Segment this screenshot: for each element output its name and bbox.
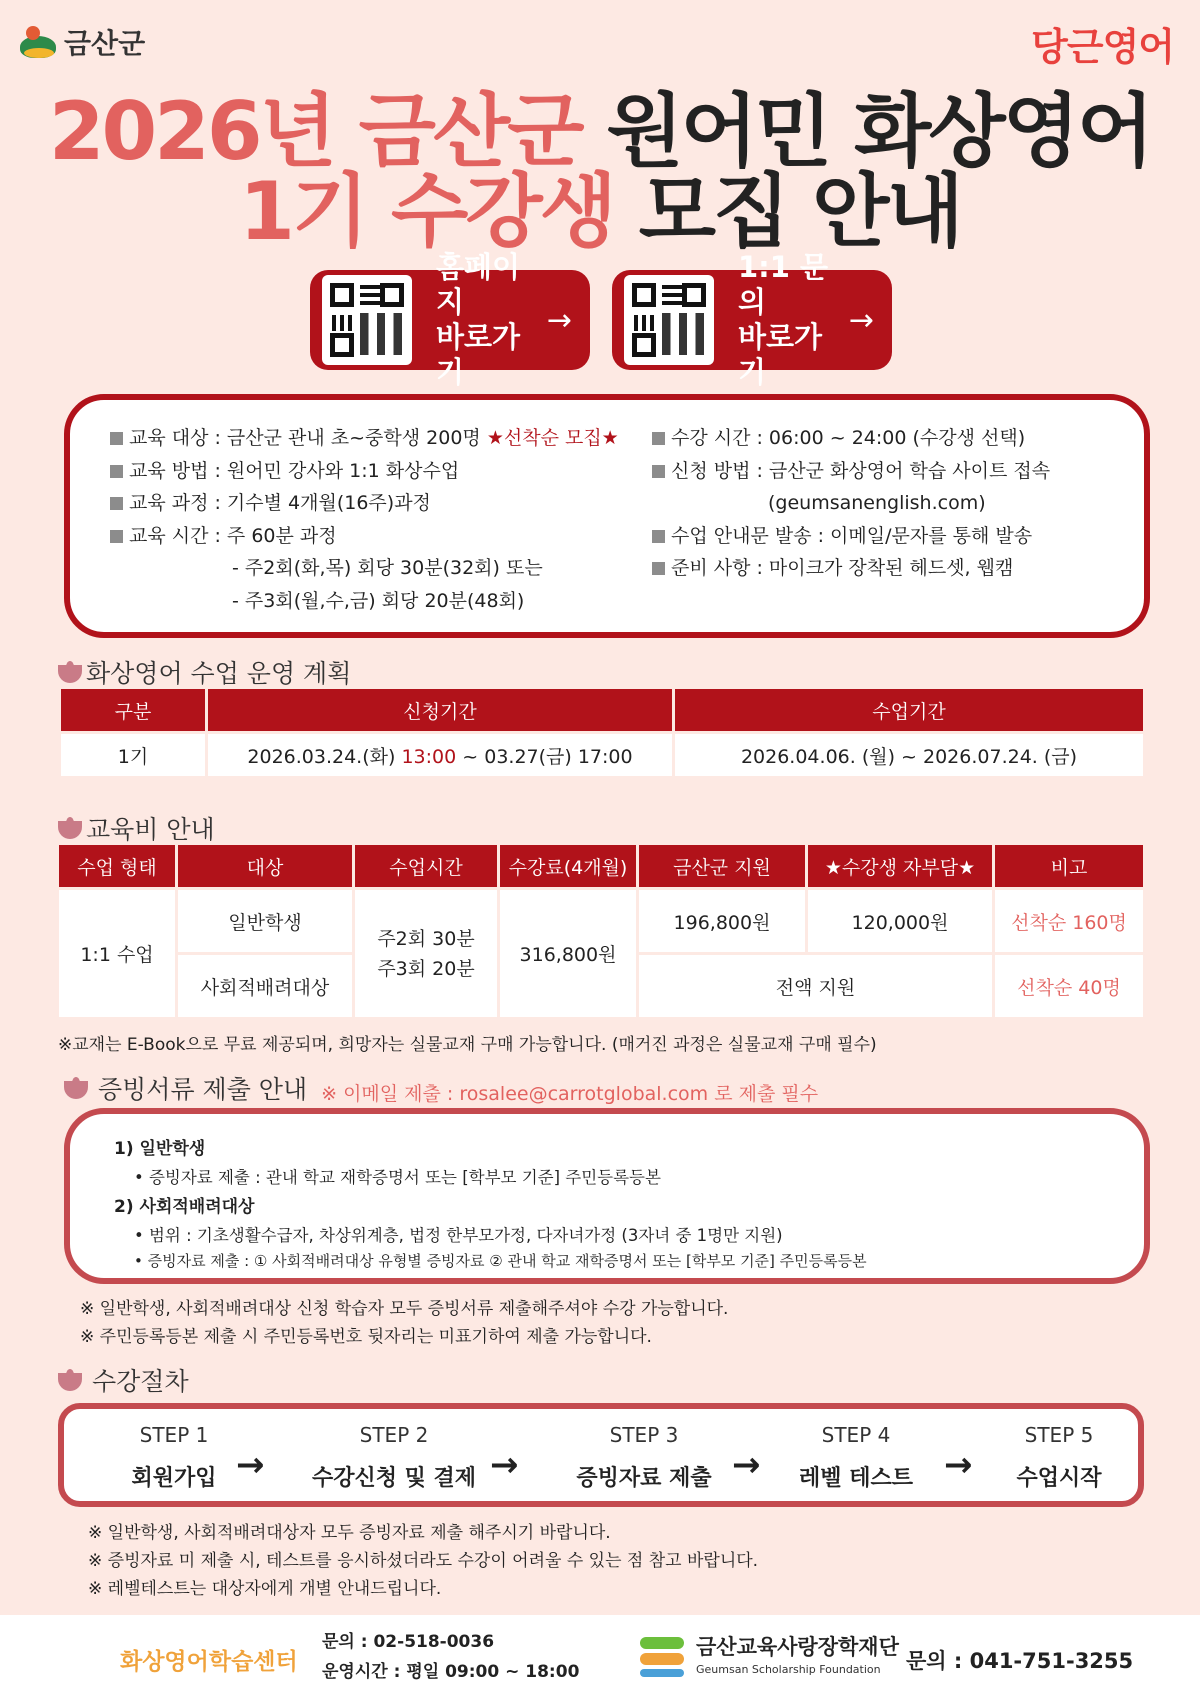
proof-box [64, 1108, 1150, 1284]
fee-header-target: 대상 [178, 845, 352, 887]
fee-time: 주2회 30분 주3회 20분 [355, 890, 497, 1017]
fee-table [56, 842, 1146, 1020]
plan-header-class: 수업기간 [675, 689, 1143, 731]
proof-email-note[interactable]: ※ 이메일 제출 : rosalee@carrotglobal.com 로 제출 필수 [321, 1082, 819, 1105]
fee-type: 1:1 수업 [59, 890, 175, 1017]
step-3: STEP 3 증빙자료 제출 [576, 1423, 712, 1491]
arrow-right-icon: → [490, 1445, 519, 1485]
geumsan-emblem-icon [18, 22, 58, 62]
fee-header-price: 수강료(4개월) [500, 845, 636, 887]
course-info-box [64, 394, 1150, 638]
proof-note-1: ※ 일반학생, 사회적배려대상 신청 학습자 모두 증빙서류 제출해주셔야 수강 가능합니다. [80, 1299, 729, 1319]
geumsan-logo-text: 금산군 [64, 27, 146, 60]
fee-header-time: 수업시간 [355, 845, 497, 887]
title-text-1: 원어민 화상영어 [606, 85, 1152, 178]
proof-line-docs: • 증빙자료 제출 : ① 사회적배려대상 유형별 증빙자료 ② 관내 학교 재학증명서 또는 [학부모 기준] 주민등록등본 [134, 1252, 867, 1270]
plan-header-apply: 신청기간 [208, 689, 672, 731]
fee-header-support: 금산군 지원 [639, 845, 805, 887]
info-left-column [110, 422, 619, 617]
proof-section-title: 증빙서류 제출 안내 ※ 이메일 제출 : rosalee@carrotglobal.com 로 제출 필수 [64, 1070, 818, 1106]
carrot-english-logo: 당근영어 [1031, 25, 1174, 69]
center-hours: 운영시간 : 평일 09:00 ~ 18:00 [322, 1662, 580, 1682]
center-contact [322, 1627, 579, 1687]
first-come-badge: ★선착순 모집★ [486, 427, 619, 449]
tulip-icon [64, 1077, 88, 1099]
center-phone[interactable]: 문의 : 02-518-0036 [322, 1632, 495, 1652]
title-highlight-1: 2026년 금산군 [48, 85, 582, 178]
fee-note-social: 선착순 40명 [995, 955, 1143, 1017]
qr-code-icon [624, 275, 714, 365]
foundation-phone[interactable]: 문의 : 041-751-3255 [906, 1649, 1134, 1673]
plan-header-term: 구분 [61, 689, 205, 731]
info-item-notice: 수업 안내문 발송 : 이메일/문자를 통해 발송 [652, 520, 1050, 553]
fee-header-self: ★수강생 자부담★ [808, 845, 992, 887]
table-row [61, 734, 1143, 776]
info-item-course: 교육 과정 : 기수별 4개월(16주)과정 [110, 487, 619, 520]
table-row [59, 890, 1143, 952]
page-title-line1 [0, 85, 1200, 178]
steps-note-1: ※ 일반학생, 사회적배려대상자 모두 증빙자료 제출 해주시기 바랍니다. [88, 1523, 611, 1543]
plan-apply-period: 2026.03.24.(화) 13:00 ~ 03.27(금) 17:00 [208, 734, 672, 776]
arrow-right-icon: → [732, 1445, 761, 1485]
arrow-right-icon: → [944, 1445, 973, 1485]
homepage-button[interactable] [310, 250, 590, 389]
fee-note-general: 선착순 160명 [995, 890, 1143, 952]
plan-table [58, 686, 1146, 779]
plan-section-title: 화상영어 수업 운영 계획 [58, 654, 351, 690]
steps-note-2: ※ 증빙자료 미 제출 시, 테스트를 응시하셨더라도 수강이 어려울 수 있는 점 참고 바랍니다. [88, 1551, 759, 1571]
info-item-time: 교육 시간 : 주 60분 과정 [110, 520, 619, 553]
info-item-method: 교육 방법 : 원어민 강사와 1:1 화상수업 [110, 455, 619, 488]
fee-self-general: 120,000원 [808, 890, 992, 952]
proof-heading-general: 1) 일반학생 [114, 1139, 206, 1159]
proof-line-range: • 범위 : 기초생활수급자, 차상위계층, 법정 한부모가정, 다자녀가정 (3자녀 중 1명만 지원) [134, 1226, 783, 1245]
info-item-prepare: 준비 사항 : 마이크가 장착된 헤드셋, 웹캠 [652, 552, 1050, 585]
info-sub-schedule-1: - 주2회(화,목) 회당 30분(32회) 또는 [232, 557, 543, 579]
foundation-logo-icon [640, 1631, 688, 1679]
geumsan-logo [18, 22, 145, 62]
step-1: STEP 1 회원가입 [131, 1423, 217, 1491]
fee-support-social: 전액 지원 [639, 955, 992, 1017]
arrow-right-icon: → [546, 302, 572, 338]
proof-heading-social: 2) 사회적배려대상 [114, 1197, 255, 1217]
steps-section-title: 수강절차 [58, 1362, 189, 1398]
foundation-name: 금산교육사랑장학재단 Geumsan Scholarship Foundation [696, 1635, 899, 1676]
homepage-button-label: 홈페이지 바로가기 [436, 250, 521, 389]
inquiry-button-label: 1:1 문의 바로가기 [738, 250, 829, 389]
fee-header-type: 수업 형태 [59, 845, 175, 887]
proof-note-2: ※ 주민등록등본 제출 시 주민등록번호 뒷자리는 미표기하여 제출 가능합니다. [80, 1327, 652, 1347]
page-title-line2 [0, 165, 1200, 258]
info-site-url[interactable]: (geumsanenglish.com) [768, 492, 986, 514]
arrow-right-icon: → [236, 1445, 265, 1485]
info-sub-schedule-2: - 주3회(월,수,금) 회당 20분(48회) [232, 589, 525, 612]
fee-section-title: 교육비 안내 [58, 810, 215, 846]
fee-price: 316,800원 [500, 890, 636, 1017]
proof-line-general: • 증빙자료 제출 : 관내 학교 재학증명서 또는 [학부모 기준] 주민등록등본 [134, 1168, 661, 1187]
info-item-hours: 수강 시간 : 06:00 ~ 24:00 (수강생 선택) [652, 422, 1050, 455]
step-2: STEP 2 수강신청 및 결제 [311, 1423, 477, 1491]
info-item-target: 교육 대상 : 금산군 관내 초~중학생 200명 ★선착순 모집★ [110, 422, 619, 455]
fee-target-general: 일반학생 [178, 890, 352, 952]
title-text-2: 모집 안내 [638, 165, 961, 258]
plan-term: 1기 [61, 734, 205, 776]
fee-target-social: 사회적배려대상 [178, 955, 352, 1017]
title-highlight-2: 1기 수강생 [239, 165, 614, 258]
info-right-column [652, 422, 1050, 585]
steps-box [58, 1403, 1144, 1507]
inquiry-button[interactable] [612, 250, 892, 389]
footer [0, 1615, 1200, 1697]
step-5: STEP 5 수업시작 [1016, 1423, 1102, 1491]
plan-class-period: 2026.04.06. (월) ~ 2026.07.24. (금) [675, 734, 1143, 776]
arrow-right-icon: → [848, 302, 874, 338]
learning-center-name: 화상영어학습센터 [120, 1649, 298, 1675]
tulip-icon [58, 1369, 82, 1391]
info-item-apply: 신청 방법 : 금산군 화상영어 학습 사이트 접속 [652, 455, 1050, 488]
tulip-icon [58, 817, 82, 839]
fee-support-general: 196,800원 [639, 890, 805, 952]
fee-footnote: ※교재는 E-Book으로 무료 제공되며, 희망자는 실물교재 구매 가능합니다. (매거진 과정은 실물교재 구매 필수) [58, 1035, 877, 1055]
qr-code-icon [322, 275, 412, 365]
tulip-icon [58, 661, 82, 683]
step-4: STEP 4 레벨 테스트 [799, 1423, 913, 1491]
fee-header-note: 비고 [995, 845, 1143, 887]
steps-note-3: ※ 레벨테스트는 대상자에게 개별 안내드립니다. [88, 1579, 442, 1599]
